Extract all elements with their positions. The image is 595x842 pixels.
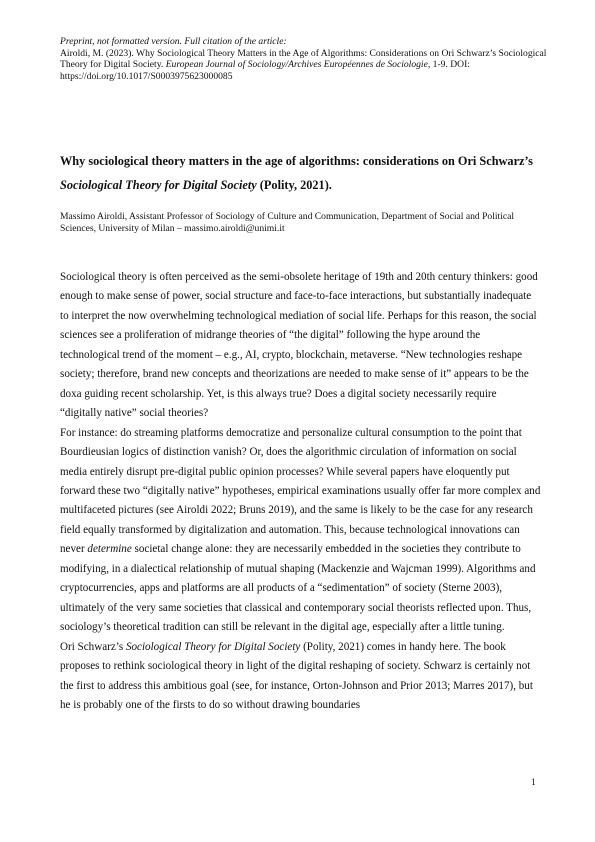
paragraph-2-emphasis: determine	[87, 543, 132, 556]
title-end: (Polity, 2021).	[256, 177, 332, 192]
article-title	[60, 150, 540, 197]
journal-name: European Journal of Sociology/Archives Européennes de Sociologie	[165, 59, 428, 71]
page-number: 1	[531, 777, 536, 788]
paragraph-1: Sociological theory is often perceived as the semi-obsolete heritage of 19th and 20th century thinkers: good enough to make sense of power, social structure and face-to-face interactions, but substantially inadequate to interpret the now overwhelming technological mediation of social life. Perhaps for this reason, the social sciences see a proliferation of midrange theories of “the digital” following the hype around the technological trend of the moment – e.g., AI, crypto, blockchain, metaverse. “New technologies reshape society; therefore, brand new concepts and theorizations are needed to make sense of it” appears to be the doxa guiding recent scholarship. Yet, is this always true? Does a digital society necessarily require “digitally native” social theories?	[60, 271, 538, 420]
citation-doi: , 1-9. DOI: https://doi.org/10.1017/S0003975623000085	[60, 59, 470, 82]
paragraph-3-text-b: (Polity, 2021) comes in handy here. The book proposes to rethink sociological theory in light of the digital reshaping of society. Schwarz is certainly not the first to address this ambitious goal (see, for instance, Orton-Johnson and Prior 2013; Marres 2017), but he is probably one of the firsts to do so without drawing boundaries	[60, 640, 533, 711]
article-body	[60, 268, 541, 715]
title-book: Sociological Theory for Digital Society	[60, 177, 257, 192]
paragraph-3-text-a: Ori Schwarz’s	[60, 640, 126, 653]
paragraph-3	[60, 638, 541, 716]
citation-reference	[60, 48, 550, 83]
paragraph-3-book-title: Sociological Theory for Digital Society	[125, 640, 301, 653]
preprint-note: Preprint, not formatted version. Full citation of the article:	[60, 36, 287, 47]
author-affiliation: Massimo Airoldi, Assistant Professor of Sociology of Culture and Communication, Department of Social and Political Sciences, University of Milan – massimo.airoldi@unimi.it	[60, 211, 515, 234]
paragraph-2-text-b: societal change alone: they are necessarily embedded in the societies they contribute to modifying, in a dialectical relationship of mutual shaping (Mackenzie and Wajcman 1999). Algorithms and cryptocurrencies, apps and platforms are all products of a “sedimentation” of society (Sterne 2003), ultimately of the very same societies that classical and contemporary social theorists reflected upon. Thus, sociology’s theoretical tradition can still be relevant in the digital age, especially after a little tuning.	[60, 543, 536, 634]
citation-block	[60, 36, 550, 82]
paragraph-2-text-a: For instance: do streaming platforms democratize and personalize cultural consumption to the point that Bourdieusian logics of distinction vanish? Or, does the algorithmic circulation of information on social media entirely disrupt pre-digital public opinion processes? While several papers have eloquently put forward these two “digitally native” hypotheses, empirical examinations usually offer far more complex and multifaceted pictures (see Airoldi 2022; Bruns 2019), and the same is likely to be the case for any research field equally transformed by digitalization and automation. This, because technological innovations can never	[60, 426, 541, 556]
citation-text: Airoldi, M. (2023). Why Sociological Theory Matters in the Age of Algorithms: Considerations on Ori Schwarz’s Sociological Theory for Digital Society.	[60, 47, 547, 71]
paragraph-2	[60, 424, 541, 638]
title-main: Why sociological theory matters in the age of algorithms: considerations on Ori Schwarz’s	[60, 154, 533, 168]
